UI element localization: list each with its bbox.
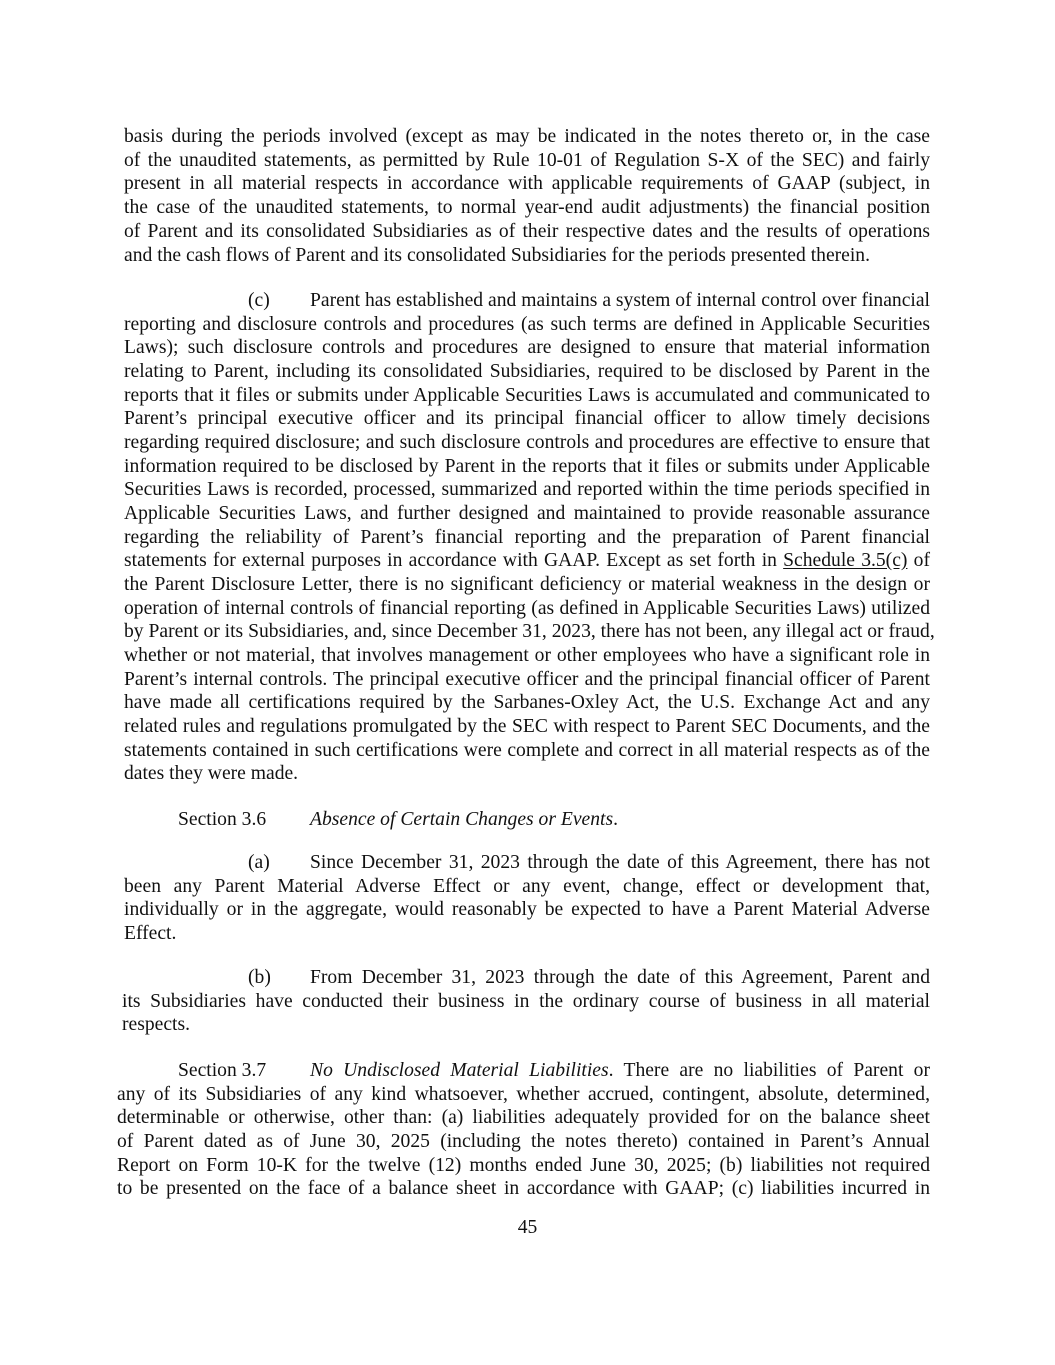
text-line: any of its Subsidiaries of any kind whatsoever, whether accrued, contingent, absolute, determined, — [117, 1084, 930, 1105]
text-line: Applicable Securities Laws, and further designed and maintained to provide reasonable assurance — [124, 503, 930, 524]
text-line: reporting and disclosure controls and procedures (as such terms are defined in Applicable Securities — [124, 314, 930, 335]
text-line: of Parent dated as of June 30, 2025 (including the notes thereto) contained in Parent’s Annual — [117, 1131, 930, 1152]
text-line: the Parent Disclosure Letter, there is no significant deficiency or material weakness in the design or — [124, 574, 930, 595]
clause-text: Since December 31, 2023 through the date of this Agreement, there has not — [310, 852, 930, 873]
text-line: regarding the reliability of Parent’s financial reporting and the preparation of Parent financial — [124, 527, 930, 548]
text-line: Laws); such disclosure controls and procedures are designed to ensure that material information — [124, 337, 930, 358]
clause-label: (a) — [248, 852, 270, 873]
text-line: respects. — [122, 1014, 191, 1035]
section-title-period: . — [613, 809, 619, 830]
text-line: individually or in the aggregate, would reasonably be expected to have a Parent Material Adverse — [124, 899, 930, 920]
section-title: No Undisclosed Material Liabilities — [310, 1060, 609, 1081]
section-number: Section 3.6 — [178, 809, 267, 830]
text-line: its Subsidiaries have conducted their business in the ordinary course of business in all material — [122, 991, 930, 1012]
section-heading-3-7 — [178, 1059, 930, 1083]
text-line: dates they were made. — [124, 763, 299, 784]
text-line: of Parent and its consolidated Subsidiaries as of their respective dates and the results of operations — [124, 221, 930, 242]
clause-label: (b) — [248, 967, 271, 988]
text-line: been any Parent Material Adverse Effect or any event, change, effect or development that, — [124, 876, 930, 897]
text-line: statements contained in such certifications were complete and correct in all material respects as of the — [124, 740, 930, 761]
text-fragment: of — [907, 550, 930, 571]
text-line: determinable or otherwise, other than: (a) liabilities adequately provided for on the balance sheet — [117, 1107, 930, 1128]
text-line: the case of the unaudited statements, to normal year-end audit adjustments) the financial position — [124, 197, 930, 218]
text-line: Securities Laws is recorded, processed, summarized and reported within the time periods specified in — [124, 479, 930, 500]
text-line: whether or not material, that involves management or other employees who have a significant role in — [124, 645, 930, 666]
text-line: Parent’s principal executive officer and its principal financial officer to allow timely decisions — [124, 408, 930, 429]
text-line: relating to Parent, including its consolidated Subsidiaries, required to be disclosed by Parent in the — [124, 361, 930, 382]
text-fragment: statements for external purposes in accordance with GAAP. Except as set forth in — [124, 550, 784, 571]
text-line: reports that it files or submits under Applicable Securities Laws is accumulated and communicated to — [124, 385, 930, 406]
section-heading-3-6 — [178, 808, 930, 832]
section-text: . There are no liabilities of Parent or — [608, 1060, 930, 1081]
text-line — [248, 289, 930, 313]
text-line: basis during the periods involved (except as may be indicated in the notes thereto or, in the case — [124, 126, 930, 147]
text-line: related rules and regulations promulgated by the SEC with respect to Parent SEC Documents, and the — [124, 716, 930, 737]
text-line: to be presented on the face of a balance sheet in accordance with GAAP; (c) liabilities incurred in — [117, 1178, 930, 1199]
text-line: Effect. — [124, 923, 177, 944]
clause-text: From December 31, 2023 through the date of this Agreement, Parent and — [310, 967, 930, 988]
text-line: Parent’s internal controls. The principal executive officer and the principal financial officer of Parent — [124, 669, 930, 690]
text-line — [124, 549, 930, 573]
text-line: Report on Form 10-K for the twelve (12) months ended June 30, 2025; (b) liabilities not required — [117, 1155, 930, 1176]
text-line: have made all certifications required by the Sarbanes-Oxley Act, the U.S. Exchange Act and any — [124, 692, 930, 713]
schedule-reference-link[interactable]: Schedule 3.5(c) — [783, 550, 908, 571]
text-line: regarding required disclosure; and such disclosure controls and procedures are effective to ensure that — [124, 432, 930, 453]
text-line: by Parent or its Subsidiaries, and, since December 31, 2023, there has not been, any illegal act or fraud, — [124, 621, 935, 642]
text-line — [248, 966, 930, 990]
section-title: Absence of Certain Changes or Events — [310, 809, 614, 830]
clause-label: (c) — [248, 290, 270, 311]
text-line: operation of internal controls of financial reporting (as defined in Applicable Securities Laws) utilized — [124, 598, 930, 619]
clause-text: Parent has established and maintains a system of internal control over financial — [310, 290, 930, 311]
text-line: of the unaudited statements, as permitted by Rule 10-01 of Regulation S-X of the SEC) and fairly — [124, 150, 930, 171]
text-line: present in all material respects in accordance with applicable requirements of GAAP (subject, in — [124, 173, 930, 194]
text-line: and the cash flows of Parent and its consolidated Subsidiaries for the periods presented therein. — [124, 245, 870, 266]
text-line: information required to be disclosed by Parent in the reports that it files or submits under Applicable — [124, 456, 930, 477]
section-number: Section 3.7 — [178, 1060, 267, 1081]
text-line — [248, 851, 930, 875]
page-number: 45 — [517, 1217, 538, 1238]
